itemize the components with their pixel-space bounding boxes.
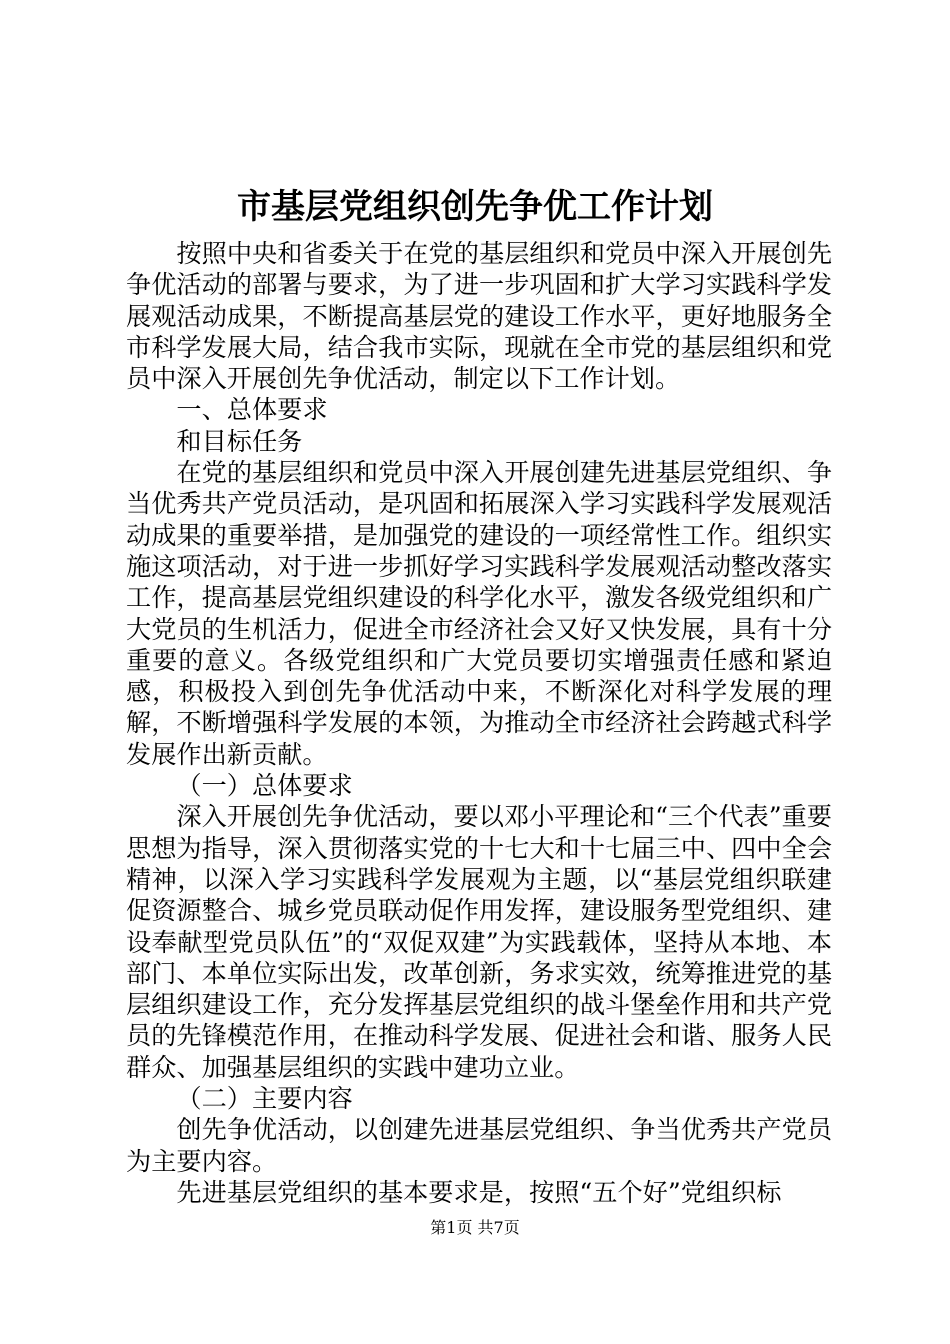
document-body <box>126 238 832 1208</box>
section-1-paragraph: 在党的基层组织和党员中深入开展创建先进基层党组织、争当优秀共产党员活动，是巩固和拓展深入学习实践科学发展观活动成果的重要举措，是加强党的建设的一项经常性工作。组织实施这项活动，对于进一步抓好学习实践科学发展观活动整改落实工作，提高基层党组织建设的科学化水平，激发各级党组织和广大党员的生机活力，促进全市经济社会又好又快发展，具有十分重要的意义。各级党组织和广大党员要切实增强责任感和紧迫感，积极投入到创先争优活动中来，不断深化对科学发展的理解，不断增强科学发展的本领，为推动全市经济社会跨越式科学发展作出新贡献。 <box>126 458 832 769</box>
section-heading-1-continued: 和目标任务 <box>176 426 303 456</box>
section-heading-1: 一、总体要求 <box>176 395 328 425</box>
subsection-1-paragraph: 深入开展创先争优活动，要以邓小平理论和“三个代表”重要思想为指导，深入贯彻落实党的十七大和十七届三中、四中全会精神，以深入学习实践科学发展观为主题，以“基层党组织联建促资源整合、城乡党员联动促作用发挥，建设服务型党组织、建设奉献型党员队伍”的“双促双建”为实践载体，坚持从本地、本部门、本单位实际出发，改革创新，务求实效，统筹推进党的基层组织建设工作，充分发挥基层党组织的战斗堡垒作用和共产党员的先锋模范作用，在推动科学发展、促进社会和谐、服务人民群众、加强基层组织的实践中建功立业。 <box>126 802 832 1082</box>
page-footer: 第1页 共7页 <box>430 1218 520 1237</box>
document-title: 市基层党组织创先争优工作计划 <box>237 187 713 227</box>
intro-paragraph: 按照中央和省委关于在党的基层组织和党员中深入开展创先争优活动的部署与要求，为了进一步巩固和扩大学习实践科学发展观活动成果，不断提高基层党的建设工作水平，更好地服务全市科学发展大局，结合我市实际，现就在全市党的基层组织和党员中深入开展创先争优活动，制定以下工作计划。 <box>126 239 832 394</box>
subsection-2-paragraph-continued: 先进基层党组织的基本要求是，按照“五个好”党组织标 <box>176 1177 782 1207</box>
subsection-heading-1: （一）总体要求 <box>176 771 353 801</box>
subsection-heading-2: （二）主要内容 <box>176 1084 353 1114</box>
subsection-2-paragraph: 创先争优活动，以创建先进基层党组织、争当优秀共产党员为主要内容。 <box>126 1115 832 1176</box>
